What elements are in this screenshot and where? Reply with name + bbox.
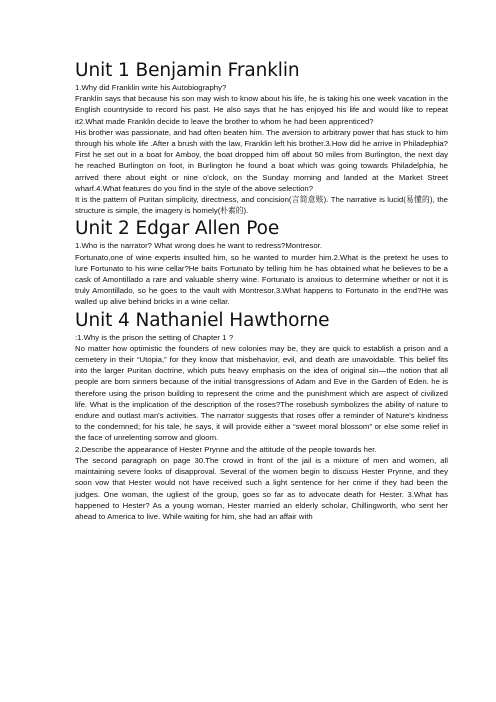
paragraph: 1.Who is the narrator? What wrong does he want to redress?Montresor.	[75, 241, 322, 251]
section-unit-1	[75, 60, 448, 216]
paragraph: His brother was passionate, and had often beaten him. The aversion to arbitrary power that has stuck to him through his whole life .After a brush with the law, Franklin left his brother.3.How did he arrive in Philadephia?First he set out in a boat for Amboy, the boat dropped him off about 50 miles from Burlington, the next day he reached Burlington on foot, in Burlington he found a boat which was going towards Philadelphia, he arrived there about eight or nine o'clock, on the Sunday morning and landed at the Market Street wharf.4.What features do you find in the style of the above selection?	[75, 127, 448, 193]
paragraph: 1.Why did Franklin write his Autobiography?	[75, 83, 227, 92]
paragraph: The second paragraph on page 30.The crowd in front of the jail is a mixture of men and women, all maintaining severe looks of disapproval. Several of the women begin to discuss Hester Prynne, and they soon vow that Hester would not have received such a light sentence for her crime if they had been the judges. One woman, the ugliest of the group, goes so far as to advocate death for Hester. 3.What has happened to Hester? As a young woman, Hester married an elderly scholar, Chillingworth, who sent her ahead to America to live. While waiting for him, she had an affair with	[75, 455, 448, 521]
paragraph: Fortunato,one of wine experts insulted him, so he wanted to murder him.2.What is the pretext he uses to lure Fortunato to his wine cellar?He baits Fortunato by telling him he has obtained what he believes to be a cask of Amontillado a rare and valuable sherry wine. Fortunato is anxious to determine whether or not it is truly Amontillado, so he goes to the vault with Montresor.3.What happens to Fortunato in the end?He was walled up alive behind bricks in a wine cellar.	[75, 252, 448, 307]
section-heading: Unit 2 Edgar Allen Poe	[75, 218, 280, 240]
section-heading: Unit 1 Benjamin Franklin	[75, 60, 300, 81]
paragraph: :1.Why is the prison the setting of Chapter 1 ?	[75, 332, 234, 342]
paragraph: 2.Describe the appearance of Hester Prynne and the attitude of the people towards her.	[75, 444, 377, 454]
paragraph: It is the pattern of Puritan simplicity, directness, and concision(言简意赅). The narrative is lucid(易懂的), the structure is simple, the imagery is homely(朴素的).	[75, 195, 448, 216]
paragraph: Franklin says that because his son may wish to know about his life, he is taking his one week vacation in the English countryside to record his past. He also says that he has enjoyed his life and would like to repeat it2.What made Franklin decide to leave the brother to whom he had been apprenticed?	[75, 94, 449, 126]
paragraph: No matter how optimistic the founders of new colonies may be, they are quick to establish a prison and a cemetery in their “Utopia,” for they know that misbehavior, evil, and death are unavoidable. This belief fits into the larger Puritan doctrine, which puts heavy emphasis on the idea of original sin—the notion that all people are born sinners because of the initial transgressions of Adam and Eve in the Garden of Eden. he is therefore using the prison building to represent the crime and the punishment which are aspect of civilized life. What is the implication of the description of the roses?The rosebush symbolizes the ability of nature to endure and outlast man's activities. The narrator suggests that roses offer a reminder of Nature's kindness to the condemned; for his tale, he says, it will provide either a “sweet moral blossom” or else some relief in the face of unrelenting sorrow and gloom.	[75, 343, 448, 443]
section-unit-4	[75, 310, 448, 522]
section-heading: Unit 4 Nathaniel Hawthorne	[75, 309, 330, 331]
section-unit-2	[75, 218, 448, 307]
